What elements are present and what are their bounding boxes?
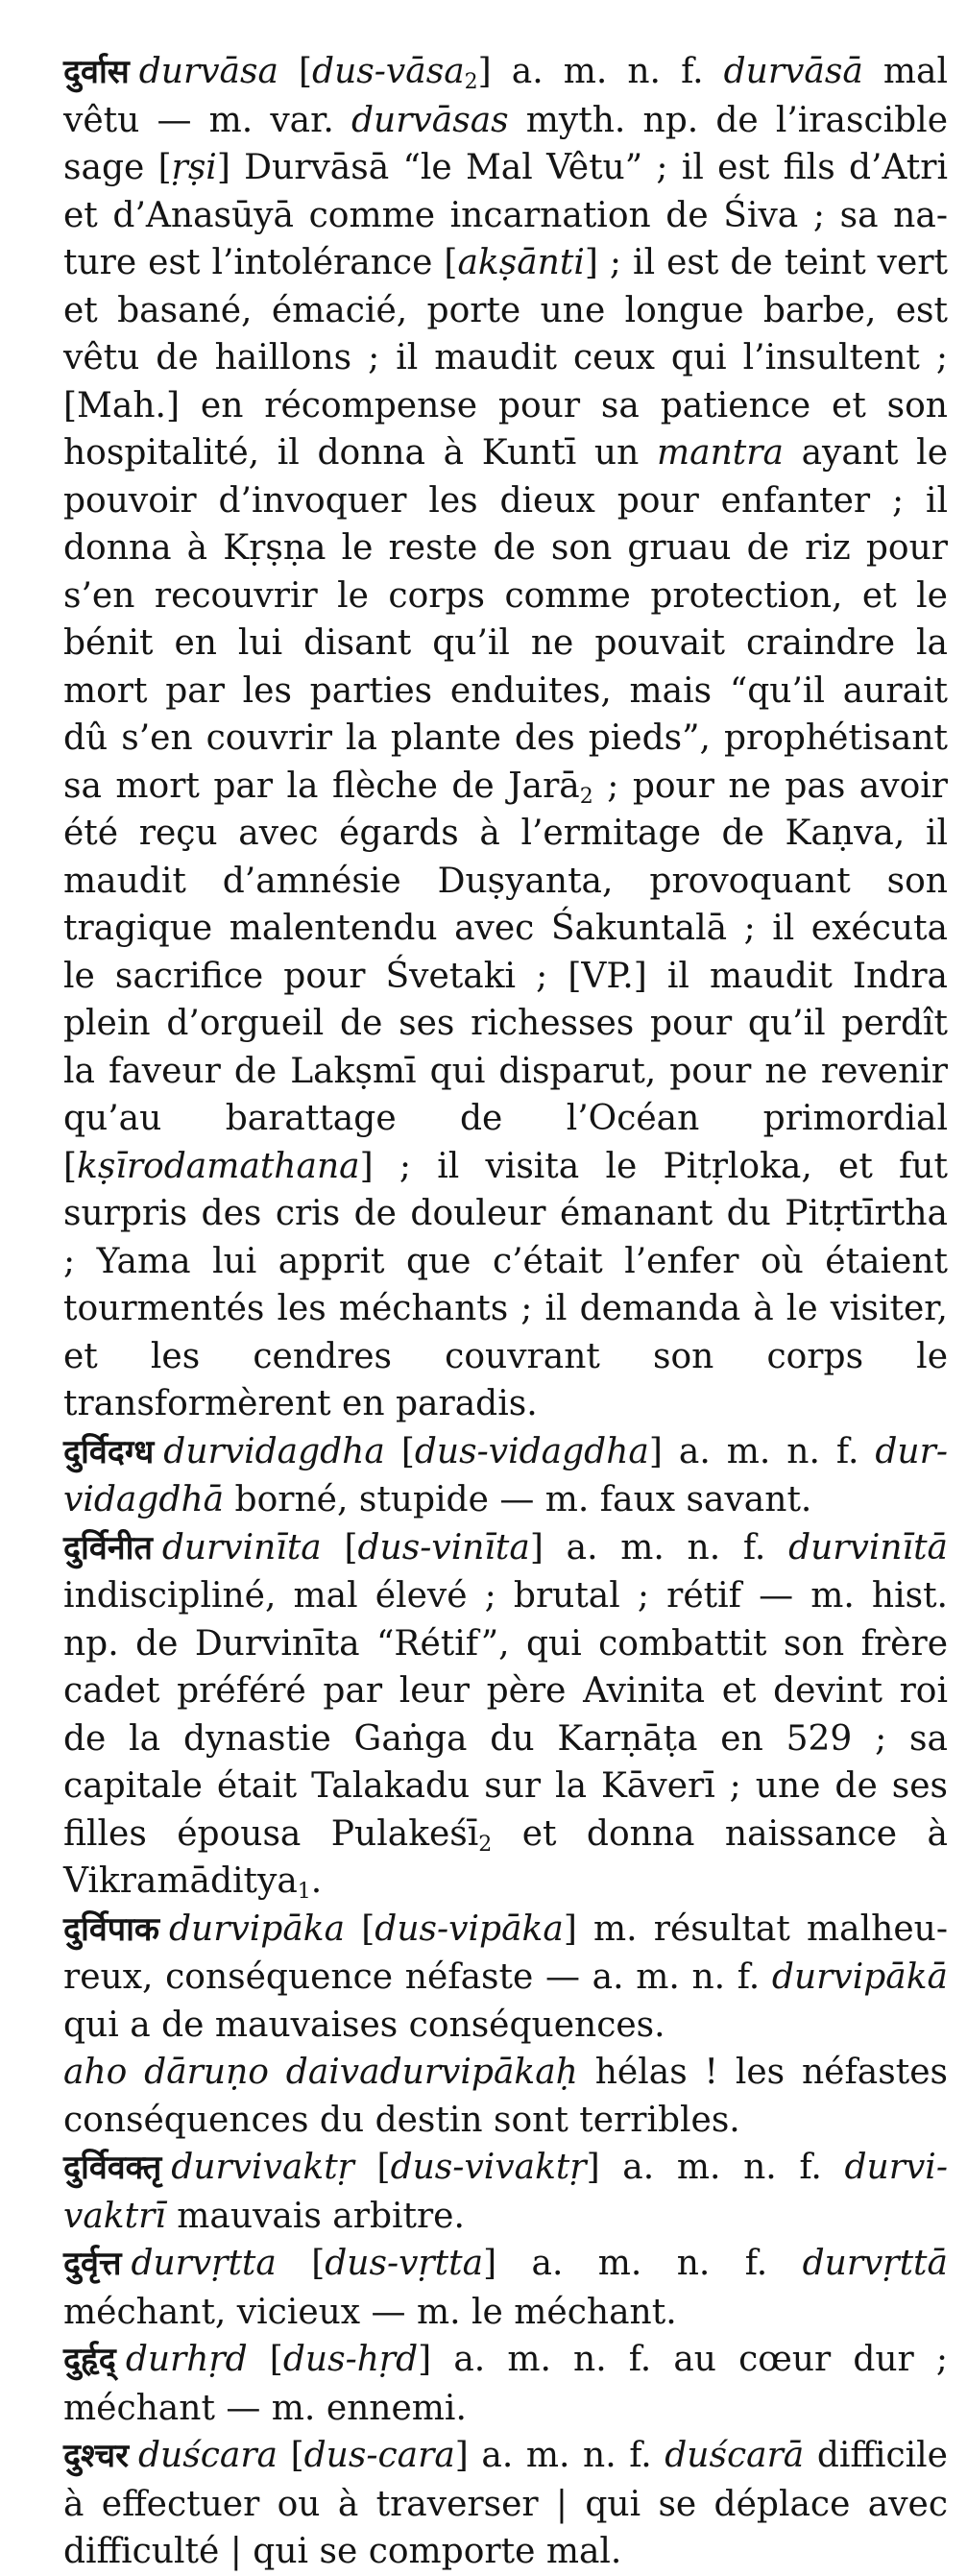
italic-text: durvidagdhā bbox=[63, 1431, 948, 1519]
entry-body bbox=[63, 52, 948, 1423]
roman-text: et donna naissance à Vikramāditya bbox=[63, 1813, 948, 1901]
italic-text: durvṛtta bbox=[131, 2244, 277, 2283]
roman-text: méchant, vicieux — m. le méchant. bbox=[63, 2292, 677, 2332]
italic-text: durvidagdha bbox=[163, 1431, 385, 1471]
roman-text: ] m. résultat malheureux, conséquence néfaste — a. m. n. f. bbox=[63, 1908, 948, 1997]
italic-text: aho dāruṇo daivadurvipākaḥ bbox=[63, 2053, 578, 2092]
italic-text: durhṛd bbox=[125, 2340, 248, 2379]
roman-text: ] a. m. n. f. bbox=[477, 52, 724, 91]
italic-text: dus-vidagdha bbox=[414, 1431, 649, 1471]
italic-text: dus-vivaktṛ bbox=[390, 2148, 587, 2187]
index-subscript: 2 bbox=[464, 70, 478, 94]
roman-text: [ bbox=[278, 52, 313, 91]
roman-text: ] ; il visita le Pitṛloka, et fut surpris des cris de douleur émanant du Pitṛtīrtha ; Yama lui apprit que c’était l’enfer où étaient tourmentés les méchants ; il demanda à le visiter, et les cendres couvrant son corps le transformèrent en paradis. bbox=[63, 1146, 948, 1423]
italic-text: durvinīta bbox=[161, 1527, 322, 1567]
italic-text: durvāsas bbox=[351, 100, 509, 140]
entry-body bbox=[63, 2340, 948, 2428]
entry-durvrtta bbox=[63, 2240, 948, 2336]
headword-devanagari: दुर्विवक्तृ bbox=[63, 2149, 162, 2187]
roman-text: indiscipliné, mal élevé ; brutal ; rétif — m. hist. np. de Durvinīta “Rétif”, qui combattit son frère cadet préféré par leur père Avinita et devint roi de la dynastie Gaṅga du Karṇāṭa en 529 ; sa capitale était Talakadu sur la Kāverī ; une de ses filles épousa Pulakeśī bbox=[63, 1576, 948, 1854]
dictionary-page bbox=[63, 48, 948, 2576]
roman-text: ] a. m. n. f. bbox=[586, 2148, 845, 2187]
roman-text: mauvais arbitre. bbox=[165, 2196, 465, 2236]
italic-text: durvivaktrī bbox=[63, 2148, 948, 2236]
entry-body bbox=[63, 2244, 948, 2332]
entry-body bbox=[63, 2436, 948, 2571]
headword-devanagari: दुर्वास bbox=[63, 53, 130, 91]
roman-text: ] a. m. n. f. bbox=[454, 2436, 665, 2475]
roman-text: [ bbox=[278, 2436, 304, 2475]
entry-durvinita bbox=[63, 1524, 948, 1906]
roman-text: [ bbox=[247, 2340, 283, 2379]
italic-text: akṣānti bbox=[457, 243, 585, 282]
italic-text: dus-vāsa bbox=[312, 52, 465, 91]
italic-text: dus-cara bbox=[303, 2436, 455, 2475]
roman-text: ] a. m. n. f. bbox=[483, 2244, 803, 2283]
roman-text: [ bbox=[276, 2244, 326, 2283]
italic-text: durvivaktṛ bbox=[171, 2148, 354, 2187]
entry-body bbox=[63, 1909, 948, 2045]
italic-text: durvipāka bbox=[169, 1908, 346, 1949]
index-subscript: 1 bbox=[297, 1880, 311, 1904]
roman-text: [ bbox=[345, 1908, 375, 1949]
roman-text: ] ; il est de teint vert et basané, émacié, porte une longue barbe, est vêtu de haillons ; il maudit ceux qui l’insultent ; [Mah.] en récompense pour sa patience et son hospitalité, il donna à Kuntī un bbox=[63, 243, 948, 473]
entry-durvasa bbox=[63, 48, 948, 1428]
italic-text: durvinītā bbox=[788, 1527, 948, 1567]
index-subscript: 2 bbox=[579, 784, 593, 809]
roman-text: hélas ! les néfastes conséquences du destin sont terribles. bbox=[63, 2053, 948, 2140]
index-subscript: 2 bbox=[478, 1832, 493, 1857]
roman-text: [ bbox=[321, 1527, 358, 1567]
roman-text: borné, stupide — m. faux savant. bbox=[224, 1480, 812, 1519]
entry-durvipaka bbox=[63, 1906, 948, 2050]
entry-body bbox=[63, 1432, 948, 1520]
italic-text: durvṛttā bbox=[802, 2244, 948, 2283]
roman-text: [ bbox=[384, 1431, 415, 1471]
entry-body bbox=[63, 2148, 948, 2236]
roman-text: difficile à effectuer ou à traverser | qui se déplace avec difficulté | qui se comporte mal. bbox=[63, 2436, 948, 2571]
example-sentence bbox=[63, 2049, 948, 2144]
roman-text: . bbox=[310, 1861, 323, 1901]
italic-text: kṣīrodamathana bbox=[77, 1146, 360, 1186]
roman-text: mal vêtu — m. var. bbox=[63, 52, 948, 140]
headword-devanagari: दुर्विनीत bbox=[63, 1528, 153, 1567]
italic-text: dus-vipāka bbox=[375, 1908, 564, 1949]
roman-text: ayant le pouvoir d’invoquer les dieux pour enfanter ; il donna à Kṛṣṇa le reste de son gruau de riz pour s’en recouvrir le corps comme protection, et le bénit en lui disant qu’il ne pouvait craindre la mort par les parties enduites, mais “qu’il aurait dû s’en couvrir la plante des pieds”, prophétisant sa mort par la flèche de Jarā bbox=[63, 433, 949, 806]
italic-text: durvipākā bbox=[771, 1957, 948, 1997]
headword-devanagari: दुर्हृद् bbox=[63, 2341, 116, 2379]
roman-text: ] a. m. n. f. au cœur dur ; méchant — m. ennemi. bbox=[63, 2340, 948, 2428]
roman-text: myth. np. de l’irascible sage [ bbox=[63, 100, 948, 187]
roman-text: ] a. m. n. f. bbox=[648, 1431, 876, 1471]
entry-durhrd bbox=[63, 2336, 948, 2432]
roman-text: ; pour ne pas avoir été reçu avec égards à l’ermitage de Kaṇva, il maudit d’amnésie Duṣyanta, provoquant son tragique malentendu avec Śakuntalā ; il exécuta le sacrifice pour Śvetaki ; [VP.] il maudit Indra plein d’orgueil de ses richesses pour qu’il perdît la faveur de Lakṣmī qui disparut, pour ne revenir qu’au barattage de l’Océan primordial [ bbox=[63, 766, 948, 1186]
italic-text: duścara bbox=[138, 2436, 278, 2475]
headword-devanagari: दुर्विदग्ध bbox=[63, 1432, 155, 1471]
headword-devanagari: दुर्वृत्त bbox=[63, 2245, 122, 2283]
roman-text: ] Durvāsā “le Mal Vêtu” ; il est fils d’Atri et d’Anasūyā comme incarnation de Śiva ; sa nature est l’intolérance [ bbox=[63, 148, 948, 282]
italic-text: dus-hṛd bbox=[282, 2340, 419, 2379]
italic-text: dus-vṛtta bbox=[325, 2244, 484, 2283]
entry-durvivaktr bbox=[63, 2144, 948, 2240]
italic-text: durvāsa bbox=[138, 52, 278, 91]
italic-text: duścarā bbox=[665, 2436, 805, 2475]
italic-text: durvāsā bbox=[723, 52, 863, 91]
entry-body bbox=[63, 1528, 948, 1902]
roman-text: qui a de mauvaises conséquences. bbox=[63, 2005, 665, 2045]
headword-devanagari: दुश्चर bbox=[63, 2437, 129, 2475]
italic-text: dus-vinīta bbox=[357, 1527, 530, 1567]
italic-text: ṛṣi bbox=[171, 148, 217, 187]
headword-devanagari: दुर्विपाक bbox=[63, 1909, 159, 1949]
italic-text: mantra bbox=[656, 433, 784, 473]
entry-durvidagdha bbox=[63, 1428, 948, 1524]
roman-text: ] a. m. n. f. bbox=[529, 1527, 789, 1567]
roman-text: [ bbox=[353, 2148, 391, 2187]
entry-duscara bbox=[63, 2432, 948, 2576]
